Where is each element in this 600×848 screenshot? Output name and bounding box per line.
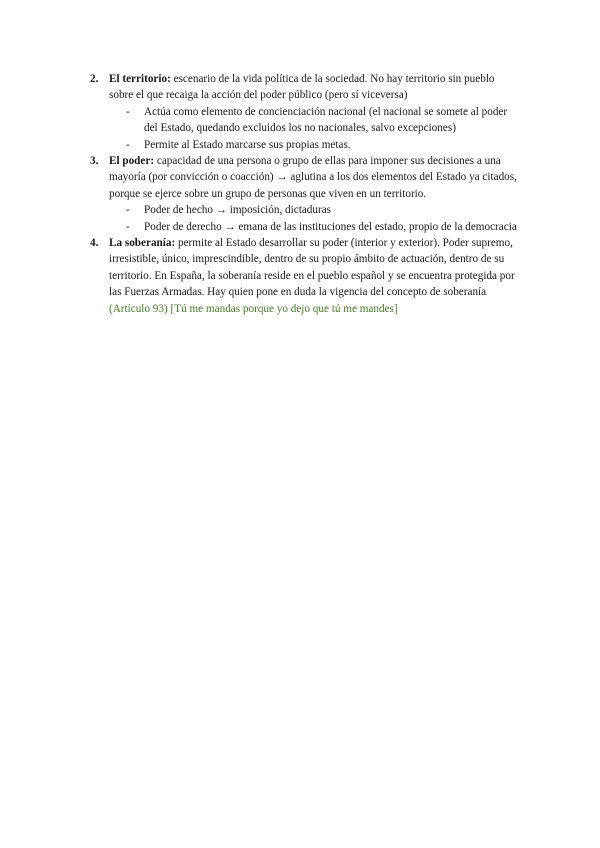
item-number: 4. [90,237,99,250]
sub-item [90,219,520,235]
bullet-dash: - [126,105,130,118]
list-item-territorio [90,71,520,104]
document-content [90,71,520,317]
sub-item-text: Poder de derecho → emana de las instituciones del estado, propio de la democracia [144,220,517,233]
item-number: 3. [90,155,99,168]
sub-item-text: Poder de hecho → imposición, dictaduras [144,204,332,217]
item-term: La soberanía: [109,237,176,250]
item-term: El territorio: [109,73,171,85]
item-number: 2. [90,73,99,85]
bullet-dash: - [126,138,130,151]
list-item-poder [90,153,520,202]
sub-item [90,202,520,218]
sub-item [90,104,520,137]
bullet-dash: - [126,204,130,217]
item-text: permite al Estado desarrollar su poder (interior y exterior). Poder supremo, irresistible, único, imprescindible, dentro de su propio ámbito de actuación, dentro de su territorio. En España, la soberanía reside en el pueblo español y se encuentra protegida por las Fuerzas Armadas. Hay quien pone en duda la vigencia del concepto de soberanía [109,237,515,299]
sub-item [90,137,520,153]
item-term: El poder: [109,155,155,168]
sub-item-text: Permite al Estado marcarse sus propias metas. [144,138,351,151]
item-text: escenario de la vida política de la sociedad. No hay territorio sin pueblo sobre el que recaiga la acción del poder público (pero sí viceversa) [109,73,495,102]
sub-item-text: Actúa como elemento de concienciación nacional (el nacional se somete al poder del Estado, quedando excluidos los no nacionales, salvo excepciones) [144,105,508,135]
item-text: capacidad de una persona o grupo de ellas para imponer sus decisiones a una mayoría (por convicción o coacción) → aglutina a los dos elementos del Estado ya citados, porque se ejerce sobre un grupo de personas que viven en un territorio. [109,155,517,200]
list-item-soberania [90,235,520,317]
article-note: (Artículo 93) [Tú me mandas porque yo dejo que tú me mandes] [109,302,398,315]
bullet-dash: - [126,220,130,233]
